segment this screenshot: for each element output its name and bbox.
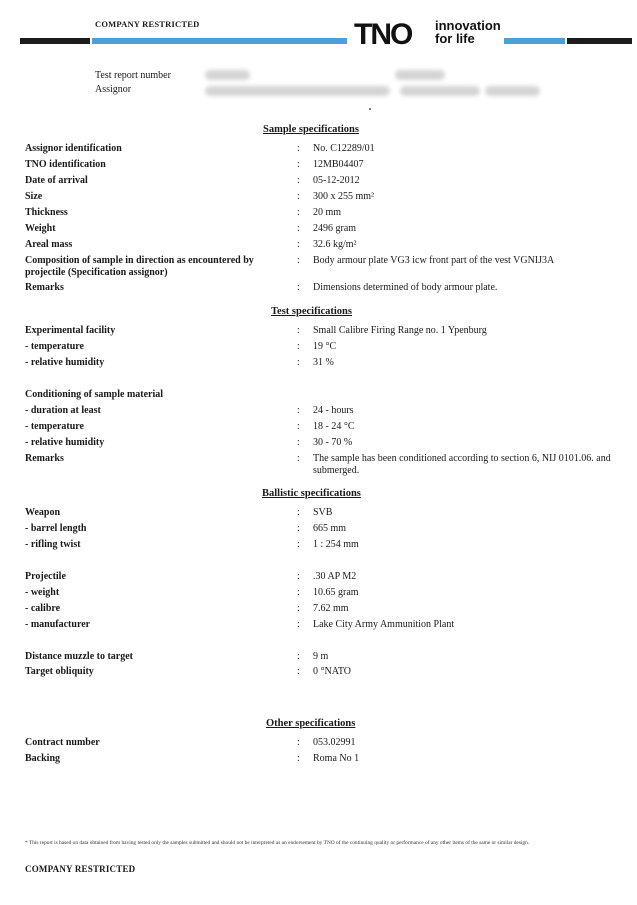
spec-value: .30 AP M2 bbox=[313, 571, 357, 582]
spec-label: Areal mass bbox=[25, 239, 73, 250]
spec-value: 300 x 255 mm² bbox=[313, 191, 375, 202]
spec-value: 32.6 kg/m² bbox=[313, 239, 357, 250]
spec-value: 18 - 24 °C bbox=[313, 421, 355, 432]
spec-value: 19 °C bbox=[313, 341, 337, 352]
spec-value: 665 mm bbox=[313, 523, 347, 534]
sample-specifications-title: Sample specifications bbox=[263, 124, 359, 135]
spec-value: 20 mm bbox=[313, 207, 342, 218]
scan-dot bbox=[369, 108, 371, 110]
spec-value: 30 - 70 % bbox=[313, 437, 353, 448]
assignor-label: Assignor bbox=[95, 84, 132, 95]
redacted-assignor-address bbox=[400, 86, 480, 96]
header-band bbox=[20, 37, 632, 45]
spec-label: Contract number bbox=[25, 737, 100, 748]
spec-value: 31 % bbox=[313, 357, 334, 368]
spec-label: - relative humidity bbox=[25, 357, 105, 368]
spec-colon: : bbox=[297, 587, 300, 598]
spec-label: Remarks bbox=[25, 282, 64, 293]
spec-colon: : bbox=[297, 507, 300, 518]
spec-colon: : bbox=[297, 405, 300, 416]
spec-colon: : bbox=[297, 357, 300, 368]
tno-tagline-line2: for life bbox=[435, 31, 475, 46]
spec-label: - temperature bbox=[25, 421, 84, 432]
spec-label: Thickness bbox=[25, 207, 68, 218]
spec-value: 9 m bbox=[313, 651, 329, 662]
spec-label: Assignor identification bbox=[25, 143, 122, 154]
band-blue-left bbox=[92, 38, 347, 44]
spec-colon: : bbox=[297, 603, 300, 614]
spec-label: Experimental facility bbox=[25, 325, 116, 336]
spec-colon: : bbox=[297, 223, 300, 234]
spec-label: Backing bbox=[25, 753, 61, 764]
spec-colon: : bbox=[297, 753, 300, 764]
tno-logo-mark: TNO bbox=[350, 21, 415, 49]
spec-label: - relative humidity bbox=[25, 437, 105, 448]
spec-value: 0 °NATO bbox=[313, 666, 351, 677]
spec-colon: : bbox=[297, 191, 300, 202]
spec-label: - rifling twist bbox=[25, 539, 81, 550]
spec-colon: : bbox=[297, 437, 300, 448]
spec-label: - weight bbox=[25, 587, 60, 598]
disclaimer-footnote: * This report is based on data obtained from having tested only the samples submitted and should not be interpreted as an endorsement by TNO of the continuing quality or performance of any other items of the same or similar design. bbox=[25, 840, 530, 846]
spec-colon: : bbox=[297, 207, 300, 218]
spec-label: - manufacturer bbox=[25, 619, 91, 630]
spec-colon: : bbox=[297, 175, 300, 186]
spec-value: 05-12-2012 bbox=[313, 175, 360, 186]
spec-label: Target obliquity bbox=[25, 666, 94, 677]
spec-label: Weapon bbox=[25, 507, 61, 518]
spec-colon: : bbox=[297, 239, 300, 250]
test-specifications-title: Test specifications bbox=[271, 306, 352, 317]
spec-colon: : bbox=[297, 341, 300, 352]
spec-value: 1 : 254 mm bbox=[313, 539, 359, 550]
tno-tagline bbox=[432, 19, 504, 45]
other-specifications-title: Other specifications bbox=[266, 718, 356, 729]
spec-colon: : bbox=[297, 143, 300, 154]
spec-colon: : bbox=[297, 255, 300, 266]
spec-colon: : bbox=[297, 159, 300, 170]
spec-value: 24 - hours bbox=[313, 405, 354, 416]
spec-colon: : bbox=[297, 571, 300, 582]
header-classification: COMPANY RESTRICTED bbox=[95, 19, 200, 29]
spec-colon: : bbox=[297, 666, 300, 677]
spec-label: Conditioning of sample material bbox=[25, 389, 164, 400]
spec-colon: : bbox=[297, 523, 300, 534]
spec-label: - calibre bbox=[25, 603, 61, 614]
redacted-report-number bbox=[205, 70, 250, 80]
spec-label: - barrel length bbox=[25, 523, 87, 534]
spec-value: 053.02991 bbox=[313, 737, 356, 748]
spec-label: Remarks bbox=[25, 453, 64, 464]
spec-value: SVB bbox=[313, 507, 333, 518]
spec-value: Roma No 1 bbox=[313, 753, 360, 764]
spec-value: The sample has been conditioned according to section 6, NIJ 0101.06. and submerged. bbox=[313, 453, 611, 476]
spec-label: Distance muzzle to target bbox=[25, 651, 134, 662]
spec-value: 12MB04407 bbox=[313, 159, 364, 170]
spec-label: - duration at least bbox=[25, 405, 101, 416]
spec-colon: : bbox=[297, 453, 300, 464]
spec-colon: : bbox=[297, 282, 300, 293]
spec-label: Composition of sample in direction as encountered by projectile (Specification assignor) bbox=[25, 255, 254, 278]
footer-classification: COMPANY RESTRICTED bbox=[25, 864, 136, 874]
tno-tagline-line1: innovation bbox=[435, 18, 501, 33]
spec-value: 2496 gram bbox=[313, 223, 357, 234]
tno-logo bbox=[350, 18, 510, 50]
redacted-mark bbox=[395, 70, 445, 80]
spec-colon: : bbox=[297, 325, 300, 336]
spec-value: Lake City Army Ammunition Plant bbox=[313, 619, 455, 630]
report-meta bbox=[95, 69, 171, 97]
spec-colon: : bbox=[297, 539, 300, 550]
spec-label: Weight bbox=[25, 223, 56, 234]
band-dark-right bbox=[567, 38, 632, 44]
spec-colon: : bbox=[297, 651, 300, 662]
redacted-assignor-name bbox=[205, 86, 390, 96]
spec-colon: : bbox=[297, 737, 300, 748]
spec-value: Small Calibre Firing Range no. 1 Ypenburg bbox=[313, 325, 487, 336]
ballistic-specifications-title: Ballistic specifications bbox=[262, 488, 361, 499]
spec-label: Projectile bbox=[25, 571, 66, 582]
spec-value: No. C12289/01 bbox=[313, 143, 375, 154]
spec-label: Size bbox=[25, 191, 43, 202]
redacted-assignor-country bbox=[485, 86, 540, 96]
spec-colon: : bbox=[297, 619, 300, 630]
test-report-number-label: Test report number bbox=[95, 70, 171, 81]
band-dark-left bbox=[20, 38, 90, 44]
spec-colon: : bbox=[297, 421, 300, 432]
spec-label: - temperature bbox=[25, 341, 84, 352]
spec-label: TNO identification bbox=[25, 159, 106, 170]
spec-value: 7.62 mm bbox=[313, 603, 349, 614]
spec-value: Dimensions determined of body armour plate. bbox=[313, 282, 498, 293]
spec-label: Date of arrival bbox=[25, 175, 88, 186]
spec-value: 10.65 gram bbox=[313, 587, 359, 598]
spec-value: Body armour plate VG3 icw front part of the vest VGNIJ3A bbox=[313, 255, 555, 266]
